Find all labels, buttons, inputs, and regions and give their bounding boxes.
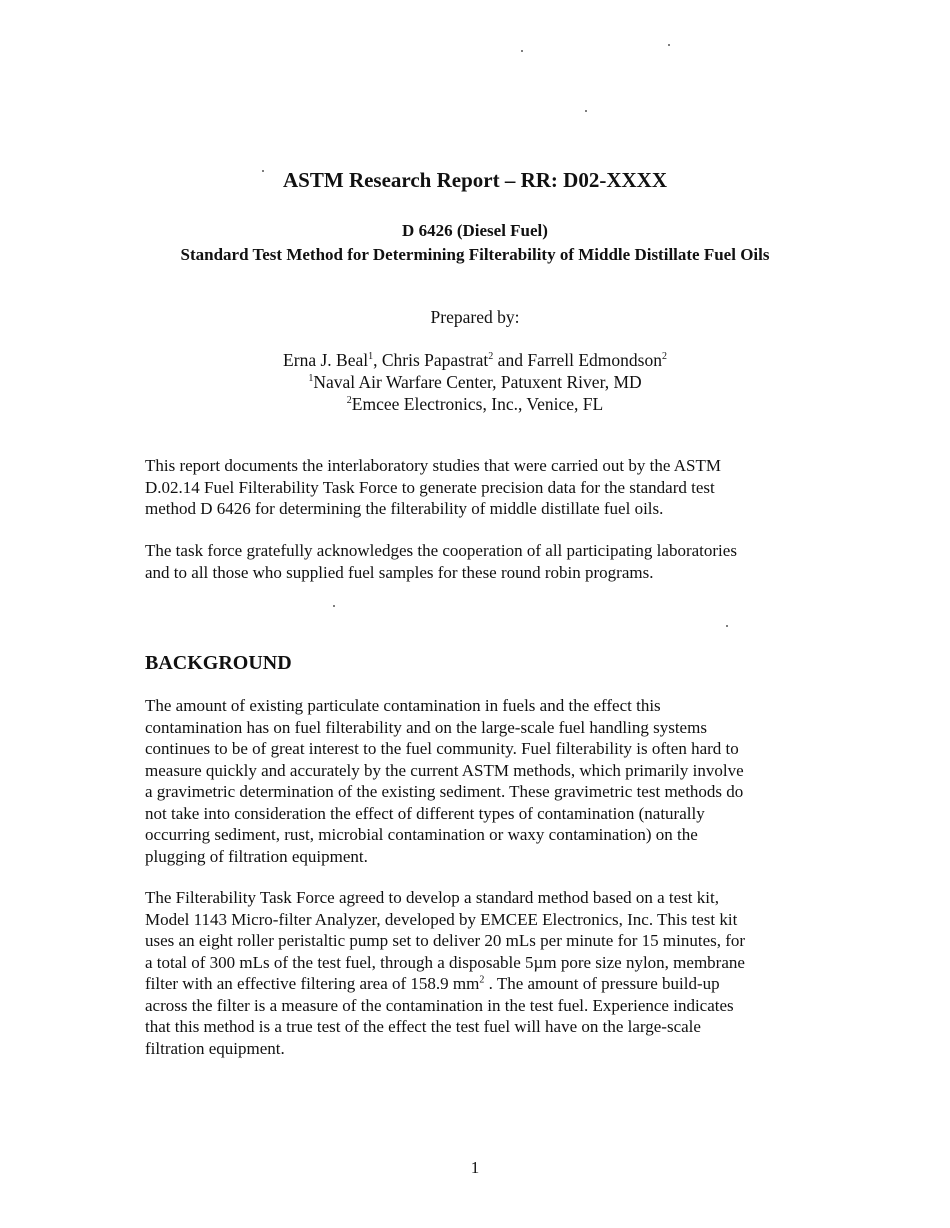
background-heading: BACKGROUND [145,652,292,674]
author-superscript: 1 [368,351,374,363]
report-title: ASTM Research Report – RR: D02-XXXX [283,168,667,192]
paragraph-line: The task force gratefully acknowledges the cooperation of all participating laboratories [145,541,737,560]
author-list [0,349,950,371]
paragraph-line: filter with an effective filtering area of 158.9 $mm^2$ . The amount of pressure build-up [145,974,720,993]
authors-block [0,349,950,415]
paragraph-line: continues to be of great interest to the fuel community. Fuel filterability is often hard to [145,739,739,758]
paragraph-line: uses an eight roller peristaltic pump set to deliver 20 mLs per minute for 15 minutes, for [145,931,746,950]
method-header [0,219,950,267]
affiliation-1: $^1$Naval Air Warfare Center, Patuxent River, MD [308,372,642,392]
scan-speck [585,110,587,112]
scan-speck [333,605,335,607]
paragraph-line: Model 1143 Micro-filter Analyzer, developed by EMCEE Electronics, Inc. This test kit [145,909,738,929]
paragraph-line: filtration equipment. [145,1038,285,1058]
unit-superscript: 2 [479,974,485,986]
author-name: Erna J. Beal [283,350,369,370]
paragraph-line: D.02.14 Fuel Filterability Task Force to generate precision data for the standard test [145,477,715,497]
method-title: Standard Test Method for Determining Filterability of Middle Distillate Fuel Oils [180,245,770,264]
author-superscript: 2 [488,351,494,363]
scan-speck [726,625,728,627]
intro-paragraph [145,455,815,520]
paragraph-line: not take into consideration the effect of different types of contamination (naturally [145,803,705,823]
acknowledgement-paragraph [145,540,815,583]
prepared-by-label: Prepared by: [430,307,520,327]
background-paragraph-1 [145,695,815,867]
paragraph-line: contamination has on fuel filterability and on the large-scale fuel handling systems [145,717,707,737]
author-superscript: 2 [661,351,667,363]
paragraph-line: a gravimetric determination of the existing sediment. These gravimetric test methods do [145,782,744,801]
paragraph-line: and to all those who supplied fuel samples for these round robin programs. [145,562,654,582]
background-paragraph-2 [145,887,815,1059]
paragraph-line: a total of 300 mLs of the test fuel, through a disposable 5µm pore size nylon, membrane [145,952,745,972]
paragraph-line: The Filterability Task Force agreed to develop a standard method based on a test kit, [145,888,719,907]
author-name: and Farrell Edmondson [493,350,662,370]
paragraph-line: occurring sediment, rust, microbial contamination or waxy contamination) on the [145,825,698,844]
affiliation-2: $^2$Emcee Electronics, Inc., Venice, FL [346,394,604,414]
paragraph-line: across the filter is a measure of the contamination in the test fuel. Experience indicates [145,995,734,1015]
author-name: , Chris Papastrat [373,350,489,370]
paragraph-line: that this method is a true test of the effect the test fuel will have on the large-scale [145,1017,701,1036]
page-number: 1 [470,1158,480,1177]
paragraph-line: measure quickly and accurately by the current ASTM methods, which primarily involve [145,760,744,780]
paragraph-line: plugging of filtration equipment. [145,846,368,866]
paragraph-line: method D 6426 for determining the filterability of middle distillate fuel oils. [145,499,664,518]
scan-speck [262,170,264,172]
scan-speck [521,50,523,52]
paragraph-line: This report documents the interlaboratory studies that were carried out by the ASTM [145,456,721,475]
paragraph-line: The amount of existing particulate contamination in fuels and the effect this [145,696,661,715]
scan-speck [668,44,670,46]
method-code: D 6426 (Diesel Fuel) [402,221,548,240]
